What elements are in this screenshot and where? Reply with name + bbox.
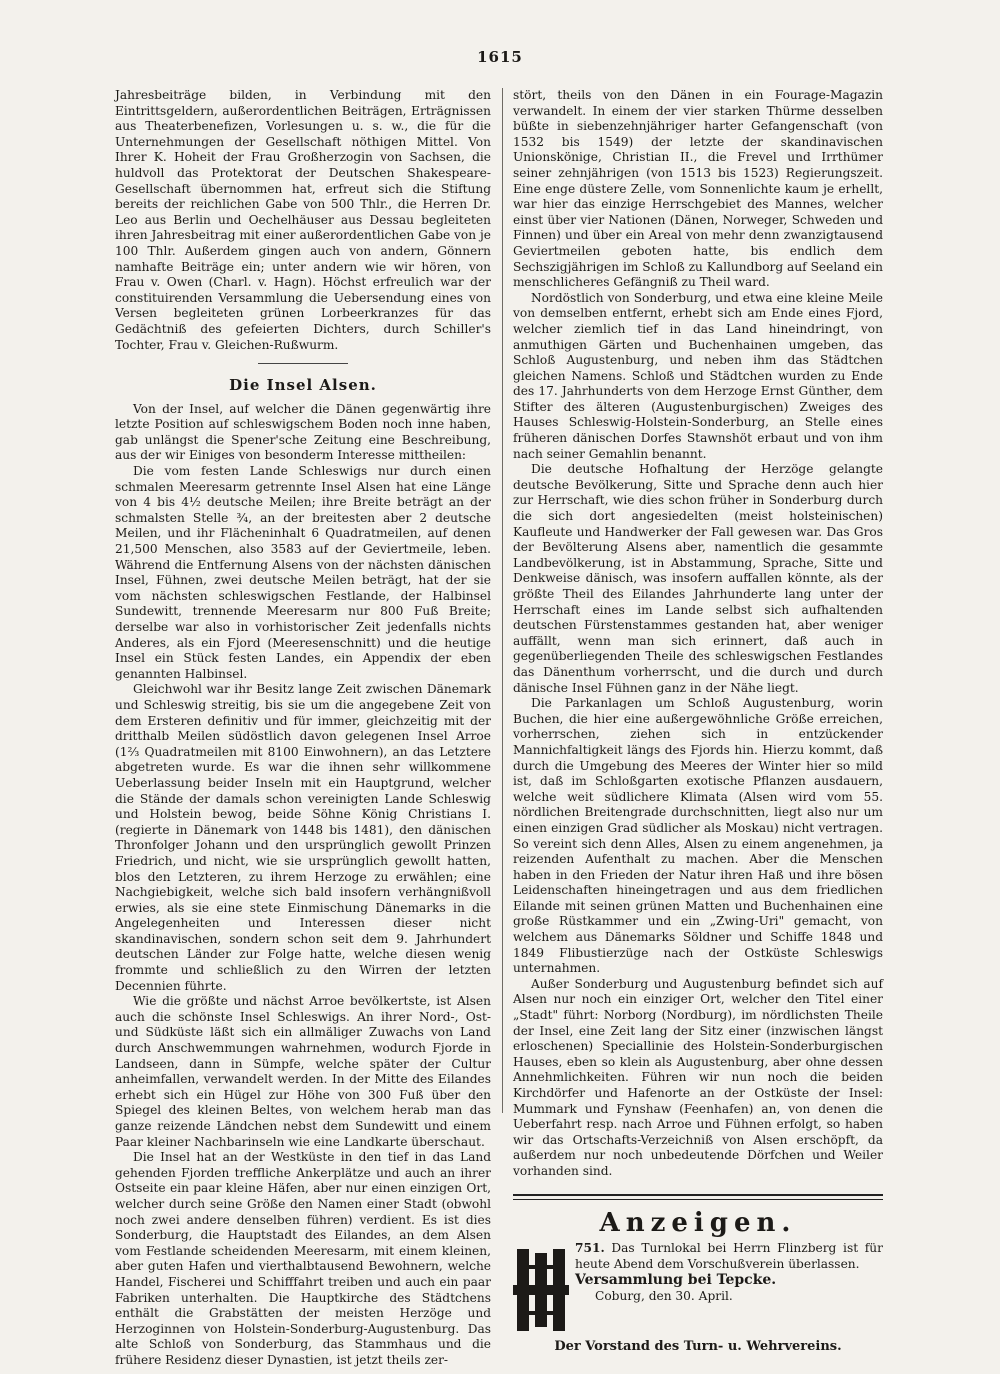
ads-divider: [513, 1194, 883, 1200]
right-column: [513, 88, 883, 1355]
section-title: Die Insel Alsen.: [229, 376, 377, 395]
intro-paragraph: Jahresbeiträge bilden, in Verbindung mit den Eintrittsgeldern, außerordentlichen Beiträgen, Erträgnissen aus Theaterbenefizen, Vorlesungen u. s. w., die für die Unternehmungen der Gesellschaft nöthigen Mittel. Von Ihrer K. Hoheit der Frau Großherzogin von Sachsen, die huldvoll das Protektorat der Deutschen Shakespeare-Gesellschaft übernommen hat, erfreut sich die Stiftung bereits der reichlichen Gabe von 500 Thlr., die Herren Dr. Leo aus Berlin und Oechelhäuser aus Dessau begleiteten ihren Jahresbeitrag mit einer außerordentlichen Gabe von je 100 Thlr. Außerdem gingen auch von andern, Gönnern namhafte Beiträge ein; unter andern wie wir hören, von Frau v. Owen (Charl. v. Hagn). Höchst erfreulich war der constituirenden Versammlung die Uebersendung eines von Versen begleiteten grünen Lorbeerkranzes für das Gedächtniß des gefeierten Dichters, durch Schiller's Tochter, Frau v. Gleichen-Rußwurm.: [115, 88, 491, 352]
article-paragraph-7: Nordöstlich von Sonderburg, und etwa eine kleine Meile von demselben entfernt, erhebt sich am Ende eines Fjord, welcher ziemlich tief in das Land hineindringt, von anmuthigen Gärten und Buchenhainen umgeben, das Schloß Augustenburg, und neben ihm das Städtchen gleichen Namens. Schloß und Städtchen wurden zu Ende des 17. Jahrhunderts von dem Herzoge Ernst Günther, dem Stifter des älteren (Augustenburgischen) Zweiges des Hauses Schleswig-Holstein-Sonderburg, an Stelle eines früheren dänischen Dorfes Stawnshöt erbaut und von ihm nach seiner Gemahlin benannt.: [513, 290, 883, 461]
article-paragraph-9: Die Parkanlagen um Schloß Augustenburg, worin Buchen, die hier eine außergewöhnliche Größe erreichen, vorherrschen, ziehen sich in entzückender Mannichfaltigkeit längs des Fjords hin. Hierzu kommt, daß durch die Umgebung des Meeres der Winter hier so mild ist, daß im Schloßgarten exotische Pflanzen ausdauern, welche weit südlichere Klimata (Alsen wird vom 55. nördlichen Breitengrade durchschnitten, liegt also nur um einen einzigen Grad südlicher als Moskau) nicht vertragen. So vereint sich denn Alles, Alsen zu einem angenehmen, ja reizenden Aufenthalt zu machen. Aber die Menschen haben in den Frieden der Natur ihren Haß und ihre bösen Leidenschaften hineingetragen und aus dem friedlichen Eilande mit seinen grünen Matten und Buchenhainen eine große Rüstkammer und ein „Zwing-Uri" gemacht, von welchem aus Dänemarks Söldner und Schiffe 1848 und 1849 Flibustierzüge nach der Ostküste Schleswigs unternahmen.: [513, 696, 883, 976]
article-paragraph-2: Die vom festen Lande Schleswigs nur durch einen schmalen Meeresarm getrennte Insel Alsen hat eine Länge von 4 bis 4½ deutsche Meilen; ihre Breite beträgt an der schmalsten Stelle ¾, an der breitesten aber 2 deutsche Meilen, und ihr Flächeninhalt 6 Quadratmeilen, auf denen 21,500 Menschen, also 3583 auf der Geviertmeile, leben. Während die Entfernung Alsens von der nächsten dänischen Insel, Fühnen, zwei deutsche Meilen beträgt, hat der sie vom nächsten schleswigschen Festlande, der Halbinsel Sundewitt, trennende Meeresarm nur 800 Fuß Breite; derselbe war also in vorhistorischer Zeit jedenfalls nichts Anderes, als ein Fjord (Meeresenschnitt) und die heutige Insel ein Stück festen Landes, ein Appendix der eben genannten Halbinsel.: [115, 464, 491, 681]
ad-number: 751.: [575, 1241, 605, 1256]
advertisement: [513, 1241, 883, 1333]
section-rule: [258, 363, 348, 364]
article-paragraph-3: Gleichwohl war ihr Besitz lange Zeit zwischen Dänemark und Schleswig streitig, bis sie um die angegebene Zeit von dem Ersteren definitiv und für immer, gleichzeitig mit der dritthalb Meilen südöstlich davon gelegenen Insel Arroe (1⅔ Quadratmeilen mit 8100 Einwohnern), an das Letztere abgetreten wurde. Es war die ihnen sehr willkommene Ueberlassung beider Inseln mit ein Hauptgrund, welcher die Stände der damals schon vereinigten Lande Schleswig und Holstein bewog, beide Söhne König Christians I. (regierte in Dänemark von 1448 bis 1481), den dänischen Thronfolger Johann und den ursprünglich gewollt Prinzen Friedrich, und nicht, wie sie ursprünglich gewollt hatten, blos den Letzteren, zu ihrem Herzoge zu erwählen; eine Nachgiebigkeit, welche sich bald insofern verhängnißvoll erwies, als sie eine stete Einmischung Dänemarks in die Angelegenheiten und Interessen dieser nicht skandinavischen, sondern schon seit dem 9. Jahrhundert deutschen Länder zur Folge hatte, welche diesen wenig frommte und schließlich zu den Wirren der letzten Decennien führte.: [115, 682, 491, 993]
ad-dateline: Coburg, den 30. April.: [595, 1288, 733, 1303]
article-paragraph-8: Die deutsche Hofhaltung der Herzöge gelangte deutsche Bevölkerung, Sitte und Sprache denn auch hier zur Herrschaft, wie dies schon früher in Sonderburg durch die sich dort angesiedelten (meist holsteinischen) Kaufleute und Handwerker der Fall gewesen war. Das Gros der Bevölterung Alsens aber, namentlich die gesammte Landbevölkerung, ist in Abstammung, Sprache, Sitte und Denkweise dänisch, was insofern auffallen könnte, als der größte Theil des Eilandes Jahrhunderte lang unter der Herrschaft eines im Lande selbst sich aufhaltenden deutschen Fürstenstammes gestanden hat, aber weniger auffällt, wenn man sich erinnert, daß auch in gegenüberliegenden Theile des schleswigschen Festlandes das Dänenthum vorherrscht, und die durch und durch dänische Insel Fühnen ganz in der Nähe liegt.: [513, 462, 883, 695]
ad-meeting: Versammlung bei Tepcke.: [575, 1271, 777, 1288]
turner-cross-logo-icon: [513, 1247, 569, 1333]
left-column: [115, 88, 491, 1369]
article-paragraph-1: Von der Insel, auf welcher die Dänen gegenwärtig ihre letzte Position auf schleswigschem Boden noch inne haben, gab unlängst die Spener'sche Zeitung eine Beschreibung, aus der wir Einiges von besonderm Interesse mittheilen:: [115, 401, 491, 463]
ad-signature: Der Vorstand des Turn- u. Wehrvereins.: [554, 1339, 842, 1355]
article-paragraph-4: Wie die größte und nächst Arroe bevölkertste, ist Alsen auch die schönste Insel Schleswigs. An ihrer Nord-, Ost- und Südküste läßt sich ein allmäliger Zuwachs von Land durch Anschwemmungen wahrnehmen, wodurch Fjorde in Landseen, dann in Sümpfe, welche später der Cultur anheimfallen, verwandelt werden. In der Mitte des Eilandes erhebt sich ein Hügel zur Höhe von 300 Fuß über den Spiegel des kleinen Beltes, von welchem herab man das ganze reizende Ländchen nebst dem Sundewitt und einem Paar kleiner Nachbarinseln wie eine Landkarte überschaut.: [115, 994, 491, 1149]
ad-text: Das Turnlokal bei Herrn Flinzberg ist für heute Abend dem Vorschußverein überlassen.: [575, 1241, 883, 1271]
ads-title: Anzeigen.: [599, 1207, 797, 1238]
article-paragraph-10: Außer Sonderburg und Augustenburg befindet sich auf Alsen nur noch ein einziger Ort, welcher den Titel einer „Stadt" führt: Norborg (Nordburg), im nördlichsten Theile der Insel, eine Zeit lang der Sitz einer (inzwischen längst erloschenen) Speciallinie des Holstein-Sonderburgischen Hauses, eben so klein als Augustenburg, aber ohne dessen Annehmlichkeiten. Führen wir nun noch die beiden Kirchdörfer und Hafenorte an der Ostküste der Insel: Mummark und Fynshaw (Feenhafen) an, von denen die Ueberfahrt resp. nach Arroe und Fühnen erfolgt, so haben wir das Ortschafts-Verzeichniß von Alsen erschöpft, da außerdem nur noch unbedeutende Dörfchen und Weiler vorhanden sind.: [513, 976, 883, 1178]
article-paragraph-6: stört, theils von den Dänen in ein Fourage-Magazin verwandelt. In einem der vier starken Thürme desselben büßte in siebenzehnjähriger harter Gefangenschaft (von 1532 bis 1549) der letzte der skandinavischen Unionskönige, Christian II., die Frevel und Irrthümer seiner zehnjährigen (von 1513 bis 1523) Regierungszeit. Eine enge düstere Zelle, vom Sonnenlichte kaum je erhellt, war hier das einzige Herrschgebiet des Mannes, welcher einst über vier Nationen (Dänen, Norweger, Schweden und Finnen) und über ein Areal von mehr denn zwanzigtausend Geviertmeilen geboten hatte, bis endlich dem Sechszigjährigen im Schloß zu Kallundborg auf Seeland ein menschlicheres Gefängniß zu Theil ward.: [513, 88, 883, 290]
article-paragraph-5: Die Insel hat an der Westküste in den tief in das Land gehenden Fjorden treffliche Ankerplätze und auch an ihrer Ostseite ein paar kleine Häfen, aber nur einen einzigen Ort, welcher durch seine Größe den Namen einer Stadt (obwohl noch zwei andere denselben führen) verdient. Es ist dies Sonderburg, die Hauptstadt des Eilandes, an dem Alsen vom Festlande scheidenden Meeresarm, mit einem kleinen, aber guten Hafen und vierthalbtausend Bewohnern, welche Handel, Fischerei und Schifffahrt treiben und auch ein paar Fabriken unterhalten. Die Hauptkirche des Städtchens enthält die Grabstätten der meisten Herzöge und Herzoginnen von Holstein-Sonderburg-Augustenburg. Das alte Schloß von Sonderburg, das Stammhaus und die frühere Residenz dieser Dynastien, ist jetzt theils zer-: [115, 1150, 491, 1367]
page-number: 1615: [477, 48, 523, 66]
column-divider: [502, 88, 503, 1113]
